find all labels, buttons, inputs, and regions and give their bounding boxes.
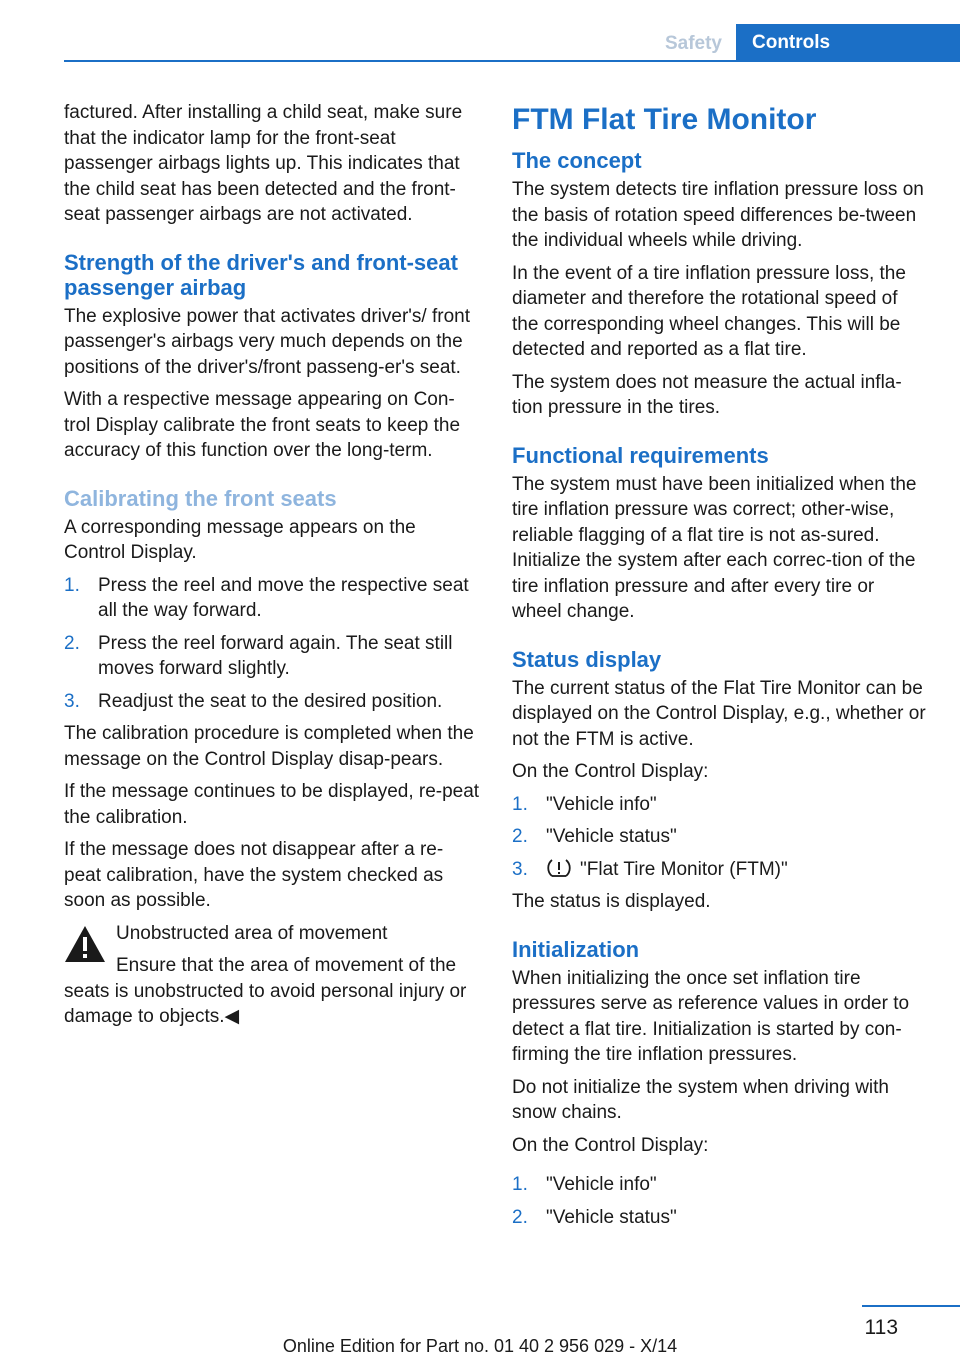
list-item xyxy=(512,792,928,818)
step-number: 2. xyxy=(512,1206,528,1228)
list-item xyxy=(64,573,480,624)
step-number: 3. xyxy=(64,690,80,712)
paragraph: The explosive power that activates driver's/ front passenger's airbags very much depends on the positions of the driver's/front passeng-er's seat. xyxy=(64,305,470,378)
list-item xyxy=(512,857,928,883)
step-text: "Flat Tire Monitor (FTM)" xyxy=(580,858,788,880)
heading-concept: The concept xyxy=(512,148,642,173)
step-number: 3. xyxy=(512,858,528,880)
tab-controls[interactable]: Controls xyxy=(736,24,960,62)
paragraph: The status is displayed. xyxy=(512,891,711,912)
paragraph: A corresponding message appears on the Control Display. xyxy=(64,516,416,563)
heading-ftm: FTM Flat Tire Monitor xyxy=(512,103,817,136)
paragraph: If the message does not disappear after a re-peat calibration, have the system checked as soon as possible. xyxy=(64,839,444,911)
step-text: Press the reel and move the respective seat all the way forward. xyxy=(98,574,469,621)
status-steps xyxy=(512,792,928,883)
paragraph: The system detects tire inflation pressure loss on the basis of rotation speed differences be-tween the individual wheels while driving. xyxy=(512,179,924,251)
paragraph: When initializing the once set inflation tire pressures serve as reference values in order to detect a flat tire. Initialization is started by con-firming the tire inflation pressures. xyxy=(512,967,910,1065)
heading-airbag-strength: Strength of the driver's and front-seat passenger airbag xyxy=(64,249,458,300)
list-item xyxy=(512,824,928,850)
heading-status-display: Status display xyxy=(512,646,662,672)
warning-title: Unobstructed area of movement xyxy=(116,922,388,944)
heading-calibrating: Calibrating the front seats xyxy=(64,485,337,511)
paragraph: On the Control Display: xyxy=(512,761,709,782)
initialization-steps xyxy=(512,1172,928,1230)
warning-text: Ensure that the area of movement of the seats is unobstructed to avoid personal injury or damage to objects.◀ xyxy=(64,955,467,1027)
paragraph: The current status of the Flat Tire Monitor can be displayed on the Control Display, e.g., whether or not the FTM is active. xyxy=(512,677,926,750)
step-number: 1. xyxy=(512,793,528,815)
warning-block xyxy=(64,921,480,1030)
warning-triangle-icon xyxy=(64,925,106,963)
step-text: "Vehicle info" xyxy=(546,1174,657,1195)
paragraph: In the event of a tire inflation pressure loss, the diameter and therefore the rotational speed of the corresponding wheel changes. This will be detected and reported as a flat tire. xyxy=(512,262,906,360)
step-number: 1. xyxy=(64,574,80,596)
step-text: "Vehicle status" xyxy=(546,1206,677,1228)
header-divider xyxy=(64,60,960,62)
step-text: "Vehicle info" xyxy=(546,793,657,815)
step-number: 2. xyxy=(512,826,528,847)
heading-initialization: Initialization xyxy=(512,936,640,962)
paragraph: On the Control Display: xyxy=(512,1134,709,1156)
list-item xyxy=(512,1205,928,1231)
list-item xyxy=(64,631,480,682)
calibration-steps xyxy=(64,573,480,715)
step-number: 2. xyxy=(64,632,80,654)
paragraph: factured. After installing a child seat, make sure that the indicator lamp for the front-seat passenger airbags lights up. This indicates that the child seat has been detected and the front-seat passenger airbags are not activated. xyxy=(64,102,463,225)
right-column xyxy=(512,100,928,1237)
page-number: 113 xyxy=(864,1316,898,1339)
heading-functional-requirements: Functional requirements xyxy=(512,442,769,468)
list-item xyxy=(512,1172,928,1198)
tab-safety[interactable]: Safety xyxy=(664,33,722,54)
paragraph: If the message continues to be displayed, re-peat the calibration. xyxy=(64,781,480,828)
left-column xyxy=(64,100,480,1037)
step-text: Readjust the seat to the desired position. xyxy=(98,690,443,712)
paragraph: The system does not measure the actual infla-tion pressure in the tires. xyxy=(512,371,902,418)
footer-divider xyxy=(862,1305,960,1307)
flat-tire-warning-icon xyxy=(546,858,572,878)
step-text: "Vehicle status" xyxy=(546,826,677,847)
step-number: 1. xyxy=(512,1174,528,1195)
paragraph: With a respective message appearing on Con-trol Display calibrate the front seats to keep the accuracy of this function over the long-term. xyxy=(64,389,461,461)
paragraph: The system must have been initialized when the tire inflation pressure was correct; other-wise, reliable flagging of a flat tire is not as-sured. Initialize the system after each correc-tion of the tire inflation pressure and after every tire or wheel change. xyxy=(512,473,917,622)
edition-footer: Online Edition for Part no. 01 40 2 956 029 - X/14 xyxy=(282,1336,678,1356)
paragraph: The calibration procedure is completed when the message on the Control Display disap-pears. xyxy=(64,723,474,770)
list-item xyxy=(64,689,480,715)
step-text: Press the reel forward again. The seat still moves forward slightly. xyxy=(98,632,453,679)
paragraph: Do not initialize the system when driving with snow chains. xyxy=(512,1076,890,1123)
